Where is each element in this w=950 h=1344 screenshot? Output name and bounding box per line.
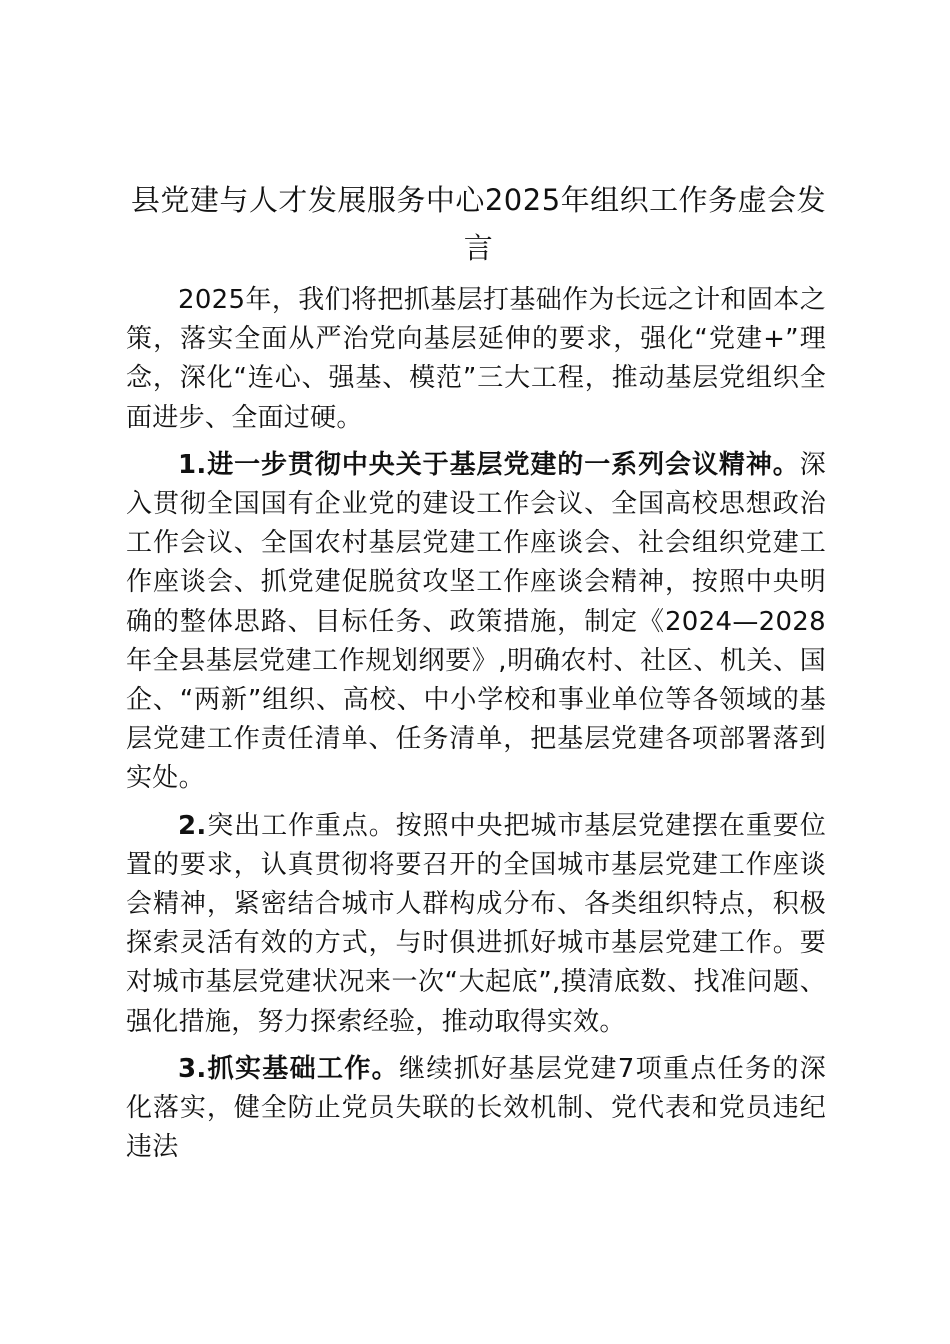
paragraph-1-text: 深入贯彻全国国有企业党的建设工作会议、全国高校思想政治工作会议、全国农村基层党建工作座谈会、社会组织党建工作座谈会、抓党建促脱贫攻坚工作座谈会精神，按照中央明确的整体思路、目标任务、政策措施，制定《2024—2028年全县基层党建工作规划纲要》,明确农村、社区、机关、国企、“两新”组织、高校、中小学校和事业单位等各领域的基层党建工作责任清单、任务清单，把基层党建各项部署落到实处。 [126, 449, 826, 794]
paragraph-2-number: 2. [178, 810, 207, 841]
paragraph-3 [126, 1050, 826, 1168]
paragraph-3-heading: 3.抓实基础工作。 [178, 1053, 400, 1084]
paragraph-3-text: 继续抓好基层党建7项重点任务的深化落实，健全防止党员失联的长效机制、党代表和党员违纪违法 [126, 1053, 826, 1163]
paragraph-intro-text: 2025年，我们将把抓基层打基础作为长远之计和固本之策，落实全面从严治党向基层延伸的要求，强化“党建+”理念，深化“连心、强基、模范”三大工程，推动基层党组织全面进步、全面过硬。 [126, 285, 826, 433]
document-title: 县党建与人才发展服务中心2025年组织工作务虚会发言 [130, 183, 827, 265]
paragraph-intro [126, 281, 826, 438]
paragraph-2 [126, 807, 826, 1042]
paragraph-1-heading: 1.进一步贯彻中央关于基层党建的一系列会议精神。 [178, 449, 800, 480]
paragraph-2-text: 突出工作重点。按照中央把城市基层党建摆在重要位置的要求，认真贯彻将要召开的全国城市基层党建工作座谈会精神，紧密结合城市人群构成分布、各类组织特点，积极探索灵活有效的方式，与时俱进抓好城市基层党建工作。要对城市基层党建状况来一次“大起底”,摸清底数、找准问题、强化措施，努力探索经验，推动取得实效。 [126, 810, 826, 1037]
document-body [126, 281, 826, 1175]
paragraph-1 [126, 446, 826, 799]
